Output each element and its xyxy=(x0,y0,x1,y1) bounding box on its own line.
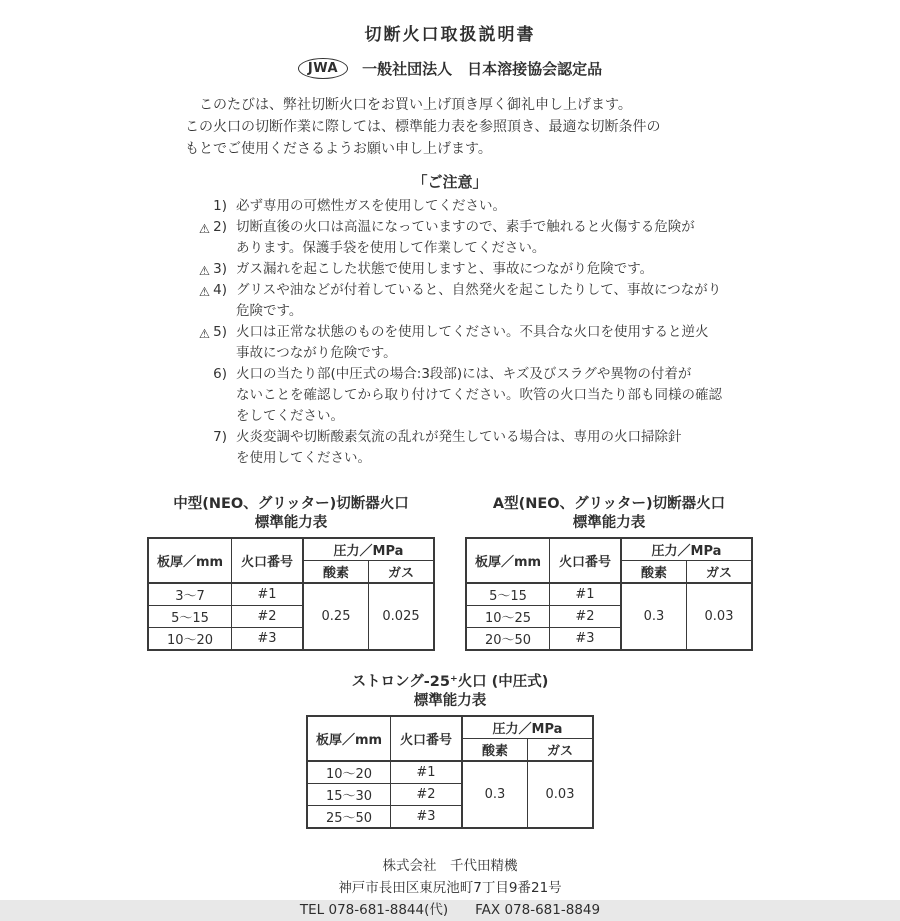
cell-thickness: 10〜20 xyxy=(307,761,391,784)
company-contact: TEL 078-681-8844(代) FAX 078-681-8849 xyxy=(299,902,601,918)
col-header-gas: ガス xyxy=(369,561,435,584)
table-title-line: 標準能力表 xyxy=(413,693,487,709)
capacity-table-title xyxy=(147,495,435,533)
notice-text xyxy=(236,217,765,259)
cell-tip-number: #3 xyxy=(550,628,622,651)
notice-line: 危険です。 xyxy=(236,303,303,319)
notice-marker xyxy=(185,322,227,343)
cell-oxygen-pressure: 0.3 xyxy=(462,761,528,828)
notice-item xyxy=(185,217,765,259)
notice-marker xyxy=(185,196,227,217)
notice-item xyxy=(185,322,765,364)
cell-tip-number: #1 xyxy=(550,583,622,606)
col-header-pressure: 圧力／MPa xyxy=(621,538,752,561)
notice-text xyxy=(236,259,765,280)
table-title-line: A型(NEO、グリッター)切断器火口 xyxy=(492,496,726,512)
notice-item xyxy=(185,280,765,322)
cell-tip-number: #3 xyxy=(232,628,304,651)
col-header-tip-number: 火口番号 xyxy=(391,716,463,761)
col-header-thickness: 板厚／mm xyxy=(307,716,391,761)
col-header-tip-number: 火口番号 xyxy=(232,538,304,583)
cell-thickness: 5〜15 xyxy=(148,606,232,628)
intro-line: このたびは、弊社切断火口をお買い上げ頂き厚く御礼申し上げます。 xyxy=(199,97,632,113)
jwa-oval-badge: JWA xyxy=(298,58,348,79)
strong25-table-wrap xyxy=(0,673,900,829)
cell-tip-number: #2 xyxy=(550,606,622,628)
notice-number: 5) xyxy=(213,324,227,340)
notice-text xyxy=(236,427,765,469)
capacity-table xyxy=(306,715,594,829)
capacity-tables-row xyxy=(0,495,900,651)
table-row xyxy=(148,583,434,606)
col-header-oxygen: 酸素 xyxy=(621,561,687,584)
cell-gas-pressure: 0.03 xyxy=(687,583,753,650)
notice-item xyxy=(185,364,765,427)
capacity-table-title xyxy=(306,673,594,711)
notice-item xyxy=(185,196,765,217)
notice-text xyxy=(236,322,765,364)
capacity-table-block xyxy=(147,495,435,651)
certification-line xyxy=(0,58,900,79)
cell-tip-number: #1 xyxy=(391,761,463,784)
notice-line: 必ず専用の可燃性ガスを使用してください。 xyxy=(236,198,506,214)
notice-number: 6) xyxy=(213,366,227,382)
table-title-line: 標準能力表 xyxy=(254,515,328,531)
col-header-oxygen: 酸素 xyxy=(303,561,369,584)
notice-marker xyxy=(185,427,227,448)
cell-gas-pressure: 0.03 xyxy=(528,761,594,828)
cell-thickness: 3〜7 xyxy=(148,583,232,606)
table-row xyxy=(307,761,593,784)
cell-tip-number: #2 xyxy=(391,784,463,806)
notice-line: 火口は正常な状態のものを使用してください。不具合な火口を使用すると逆火 xyxy=(236,324,709,340)
cell-thickness: 10〜25 xyxy=(466,606,550,628)
notice-number: 2) xyxy=(213,219,227,235)
certification-text: 一般社団法人 日本溶接協会認定品 xyxy=(362,60,603,78)
document-title: 切断火口取扱説明書 xyxy=(364,25,536,45)
notice-line: 火口の当たり部(中圧式の場合:3段部)には、キズ及びスラグや異物の付着が xyxy=(236,366,692,382)
intro-line: この火口の切断作業に際しては、標準能力表を参照頂き、最適な切断条件の xyxy=(185,119,661,135)
notice-line: 事故につながり危険です。 xyxy=(236,345,397,361)
notice-line: をしてください。 xyxy=(236,408,344,424)
cell-thickness: 20〜50 xyxy=(466,628,550,651)
col-header-pressure: 圧力／MPa xyxy=(303,538,434,561)
cell-thickness: 15〜30 xyxy=(307,784,391,806)
warning-icon: ⚠ xyxy=(198,220,211,236)
capacity-table-block xyxy=(465,495,753,651)
notice-number: 4) xyxy=(213,282,227,298)
table-row xyxy=(466,583,752,606)
table-header-row xyxy=(466,538,752,561)
col-header-thickness: 板厚／mm xyxy=(466,538,550,583)
notice-marker xyxy=(185,217,227,238)
capacity-table xyxy=(465,537,753,651)
cell-oxygen-pressure: 0.25 xyxy=(303,583,369,650)
cell-tip-number: #1 xyxy=(232,583,304,606)
notice-line: を使用してください。 xyxy=(236,450,371,466)
notice-line: あります。保護手袋を使用して作業してください。 xyxy=(236,240,546,256)
notice-line: 火炎変調や切断酸素気流の乱れが発生している場合は、専用の火口掃除針 xyxy=(236,429,682,445)
table-header-row xyxy=(148,538,434,561)
capacity-table-block xyxy=(306,673,594,829)
company-footer xyxy=(0,855,900,921)
notice-marker xyxy=(185,259,227,280)
table-header-row xyxy=(307,716,593,739)
notice-number: 7) xyxy=(213,429,227,445)
notice-list xyxy=(185,196,765,469)
notice-line: ないことを確認してから取り付けてください。吹管の火口当たり部も同様の確認 xyxy=(236,387,722,403)
intro-paragraph xyxy=(185,94,757,160)
notice-line: グリスや油などが付着していると、自然発火を起こしたりして、事故につながり xyxy=(236,282,722,298)
notice-line: ガス漏れを起こした状態で使用しますと、事故につながり危険です。 xyxy=(236,261,654,277)
warning-icon: ⚠ xyxy=(198,283,211,299)
company-name: 株式会社 千代田精機 xyxy=(382,858,518,874)
col-header-tip-number: 火口番号 xyxy=(550,538,622,583)
notice-text xyxy=(236,196,765,217)
notice-marker xyxy=(185,280,227,301)
notice-line: 切断直後の火口は高温になっていますので、素手で触れると火傷する危険が xyxy=(236,219,695,235)
table-title-line: 標準能力表 xyxy=(572,515,646,531)
cell-tip-number: #2 xyxy=(232,606,304,628)
capacity-table-title xyxy=(465,495,753,533)
col-header-oxygen: 酸素 xyxy=(462,739,528,762)
cell-tip-number: #3 xyxy=(391,806,463,829)
notice-number: 3) xyxy=(213,261,227,277)
notice-text xyxy=(236,364,765,427)
intro-line: もとでご使用くださるようお願い申し上げます。 xyxy=(185,141,492,157)
cell-oxygen-pressure: 0.3 xyxy=(621,583,687,650)
cell-thickness: 5〜15 xyxy=(466,583,550,606)
notice-number: 1) xyxy=(213,198,227,214)
cell-thickness: 10〜20 xyxy=(148,628,232,651)
col-header-thickness: 板厚／mm xyxy=(148,538,232,583)
company-address: 神戸市長田区東尻池町7丁目9番21号 xyxy=(338,880,562,896)
notice-marker xyxy=(185,364,227,385)
warning-icon: ⚠ xyxy=(198,262,211,278)
table-title-line: 中型(NEO、グリッター)切断器火口 xyxy=(173,496,409,512)
table-title-line: ストロング-25⁺火口 (中圧式) xyxy=(351,674,549,690)
cell-gas-pressure: 0.025 xyxy=(369,583,435,650)
col-header-gas: ガス xyxy=(687,561,753,584)
cell-thickness: 25〜50 xyxy=(307,806,391,829)
col-header-gas: ガス xyxy=(528,739,594,762)
notice-item xyxy=(185,427,765,469)
notice-text xyxy=(236,280,765,322)
notice-item xyxy=(185,259,765,280)
notice-heading: 「ご注意」 xyxy=(412,173,488,191)
capacity-table xyxy=(147,537,435,651)
col-header-pressure: 圧力／MPa xyxy=(462,716,593,739)
warning-icon: ⚠ xyxy=(198,325,211,341)
